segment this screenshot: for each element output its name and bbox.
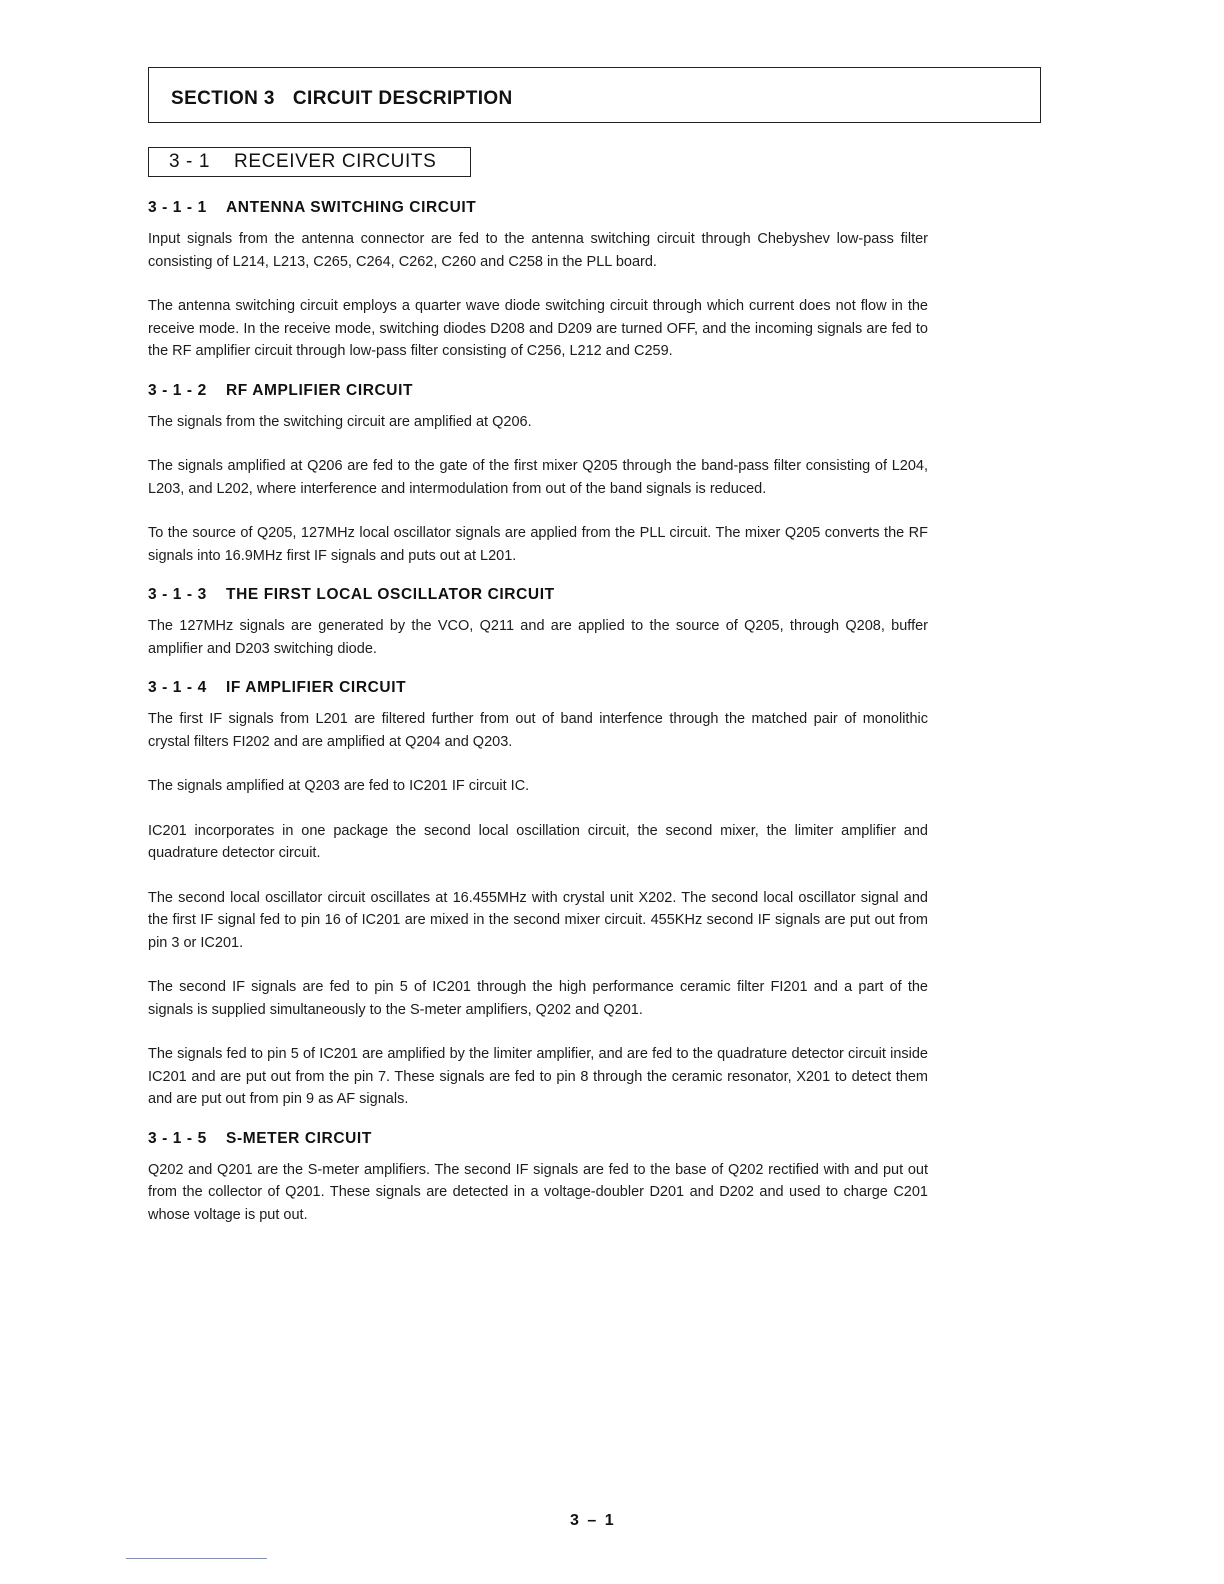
section-heading <box>148 198 928 218</box>
section-heading-number: 3 - 1 - 3 <box>148 586 207 603</box>
section-title-text: CIRCUIT DESCRIPTION <box>292 88 513 109</box>
paragraph: The second IF signals are fed to pin 5 of IC201 through the high performance ceramic filter FI201 and a part of the signals is supplied simultaneously to the S-meter amplifiers, Q202 and Q201. <box>148 979 928 1018</box>
subsection-header-box <box>148 147 471 177</box>
section-heading-title: S-METER CIRCUIT <box>226 1129 372 1147</box>
section-heading-title: RF AMPLIFIER CIRCUIT <box>226 381 414 399</box>
section-heading-number: 3 - 1 - 4 <box>148 679 207 696</box>
paragraph: The 127MHz signals are generated by the VCO, Q211 and are applied to the source of Q205, through Q208, buffer amplifier and D203 switching diode. <box>148 618 928 657</box>
section-heading-number: 3 - 1 - 2 <box>148 381 207 399</box>
paragraph: The second local oscillator circuit oscillates at 16.455MHz with crystal unit X202. The second local oscillator signal and the first IF signal fed to pin 16 of IC201 are mixed in the second mixer circuit. 455KHz second IF signals are put out from pin 3 or IC201. <box>148 889 928 951</box>
section-heading-title: ANTENNA SWITCHING CIRCUIT <box>226 199 477 216</box>
subsection-title-text: RECEIVER CIRCUITS <box>234 151 437 172</box>
document-body <box>148 198 928 1226</box>
paragraph: The first IF signals from L201 are filtered further from out of band interfence through the matched pair of monolithic crystal filters FI202 and are amplified at Q204 and Q203. <box>148 711 928 750</box>
section-heading-title: IF AMPLIFIER CIRCUIT <box>226 679 407 696</box>
paragraph: IC201 incorporates in one package the second local oscillation circuit, the second mixer, the limiter amplifier and quadrature detector circuit. <box>148 822 928 861</box>
subsection-title <box>169 151 436 173</box>
subsection-number: 3 - 1 <box>169 151 211 172</box>
section-heading <box>148 381 928 401</box>
section-heading-title: THE FIRST LOCAL OSCILLATOR CIRCUIT <box>226 586 555 603</box>
paragraph: The signals fed to pin 5 of IC201 are amplified by the limiter amplifier, and are fed to the quadrature detector circuit inside IC201 and are put out from the pin 7. These signals are fed to pin 8 through the ceramic resonator, X201 to detect them and are put out from pin 9 as AF signals. <box>148 1046 928 1107</box>
paragraph: Q202 and Q201 are the S-meter amplifiers. The second IF signals are fed to the base of Q202 rectified with and put out from the collector of Q201. These signals are detected in a voltage-doubler D201 and D202 and used to charge C201 whose voltage is put out. <box>148 1161 928 1223</box>
paragraph: Input signals from the antenna connector are fed to the antenna switching circuit through Chebyshev low-pass filter consisting of L214, L213, C265, C264, C262, C260 and C258 in the PLL board. <box>148 231 928 270</box>
paragraph: To the source of Q205, 127MHz local oscillator signals are applied from the PLL circuit. The mixer Q205 converts the RF signals into 16.9MHz first IF signals and puts out at L201. <box>148 525 928 564</box>
section-rf-amplifier <box>148 381 928 568</box>
paragraph: The signals amplified at Q203 are fed to IC201 IF circuit IC. <box>148 778 530 794</box>
section-heading-number: 3 - 1 - 5 <box>148 1129 207 1147</box>
paragraph: The signals amplified at Q206 are fed to the gate of the first mixer Q205 through the band-pass filter consisting of L204, L203, and L202, where interference and intermodulation from out of the band signals is reduced. <box>148 458 928 497</box>
paragraph: The signals from the switching circuit are amplified at Q206. <box>148 413 532 430</box>
section-heading-number: 3 - 1 - 1 <box>148 199 207 216</box>
section-if-amplifier <box>148 678 928 1111</box>
section-header-box <box>148 67 1041 123</box>
section-s-meter <box>148 1129 928 1227</box>
section-heading <box>148 1129 928 1149</box>
section-heading <box>148 678 928 698</box>
footer-rule <box>126 1558 267 1559</box>
section-first-local-oscillator <box>148 585 928 660</box>
section-title <box>171 88 513 110</box>
section-number: SECTION 3 <box>171 88 275 109</box>
page-number: 3 – 1 <box>570 1512 616 1529</box>
paragraph: The antenna switching circuit employs a quarter wave diode switching circuit through which current does not flow in the receive mode. In the receive mode, switching diodes D208 and D209 are turned OFF, and the incoming signals are fed to the RF amplifier circuit through low-pass filter consisting of C256, L212 and C259. <box>148 298 928 359</box>
section-heading <box>148 585 928 605</box>
section-antenna-switching <box>148 198 928 363</box>
